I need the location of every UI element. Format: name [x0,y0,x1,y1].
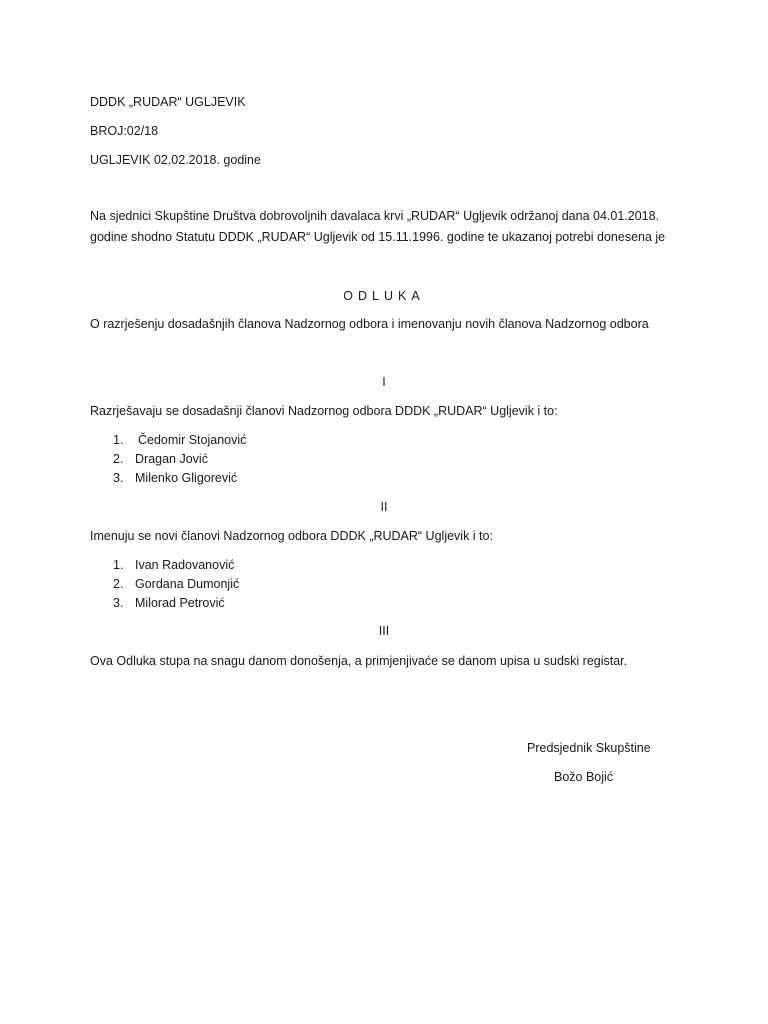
organization-name: DDDK „RUDAR“ UGLJEVIK [90,95,246,109]
intro-line-1: Na sjednici Skupštine Društva dobrovoljnih davalaca krvi „RUDAR“ Ugljevik održanoj dana 04.01.2018. [90,209,660,223]
list-item-name: Ivan Radovanović [135,558,235,572]
list-item [113,595,239,614]
appointed-members-list [113,557,239,614]
place-and-date: UGLJEVIK 02.02.2018. godine [90,153,261,167]
section-3-numeral: III [378,624,390,638]
section-3-text: Ova Odluka stupa na snagu danom donošenja, a primjenjivaće se danom upisa u sudski registar. [90,654,628,668]
document-number: BROJ:02/18 [90,124,159,138]
intro-line-2: godine shodno Statutu DDDK „RUDAR“ Ugljevik od 15.11.1996. godine te ukazanoj potrebi donesena je [90,230,666,244]
list-item [113,557,239,576]
list-item [113,451,246,470]
signature-role: Predsjednik Skupštine [527,741,651,755]
list-item-name: Gordana Dumonjić [135,577,240,591]
section-2-numeral: II [380,500,388,514]
list-item-number: 2. [113,452,124,466]
list-item-number: 3. [113,596,124,610]
section-1-text: Razrješavaju se dosadašnji članovi Nadzornog odbora DDDK „RUDAR“ Ugljevik i to: [90,404,558,418]
list-item-name: Čedomir Stojanović [138,433,247,447]
signature-name: Božo Bojić [554,770,614,784]
list-item-number: 2. [113,577,124,591]
section-1-numeral: I [382,375,386,389]
list-item-number: 1. [113,558,124,572]
section-2-text: Imenuju se novi članovi Nadzornog odbora DDDK „RUDAR“ Ugljevik i to: [90,529,493,543]
list-item-number: 3. [113,471,124,485]
list-item-name: Milorad Petrović [135,596,225,610]
list-item [113,432,246,451]
list-item-name: Dragan Jović [135,452,208,466]
list-item-name: Milenko Gligorević [135,471,238,485]
decision-subject: O razrješenju dosadašnjih članova Nadzornog odbora i imenovanju novih članova Nadzornog odbora [90,317,649,331]
dismissed-members-list [113,432,246,489]
list-item [113,470,246,489]
list-item-number: 1. [113,433,124,447]
list-item [113,576,239,595]
decision-title: ODLUKA [343,289,425,303]
